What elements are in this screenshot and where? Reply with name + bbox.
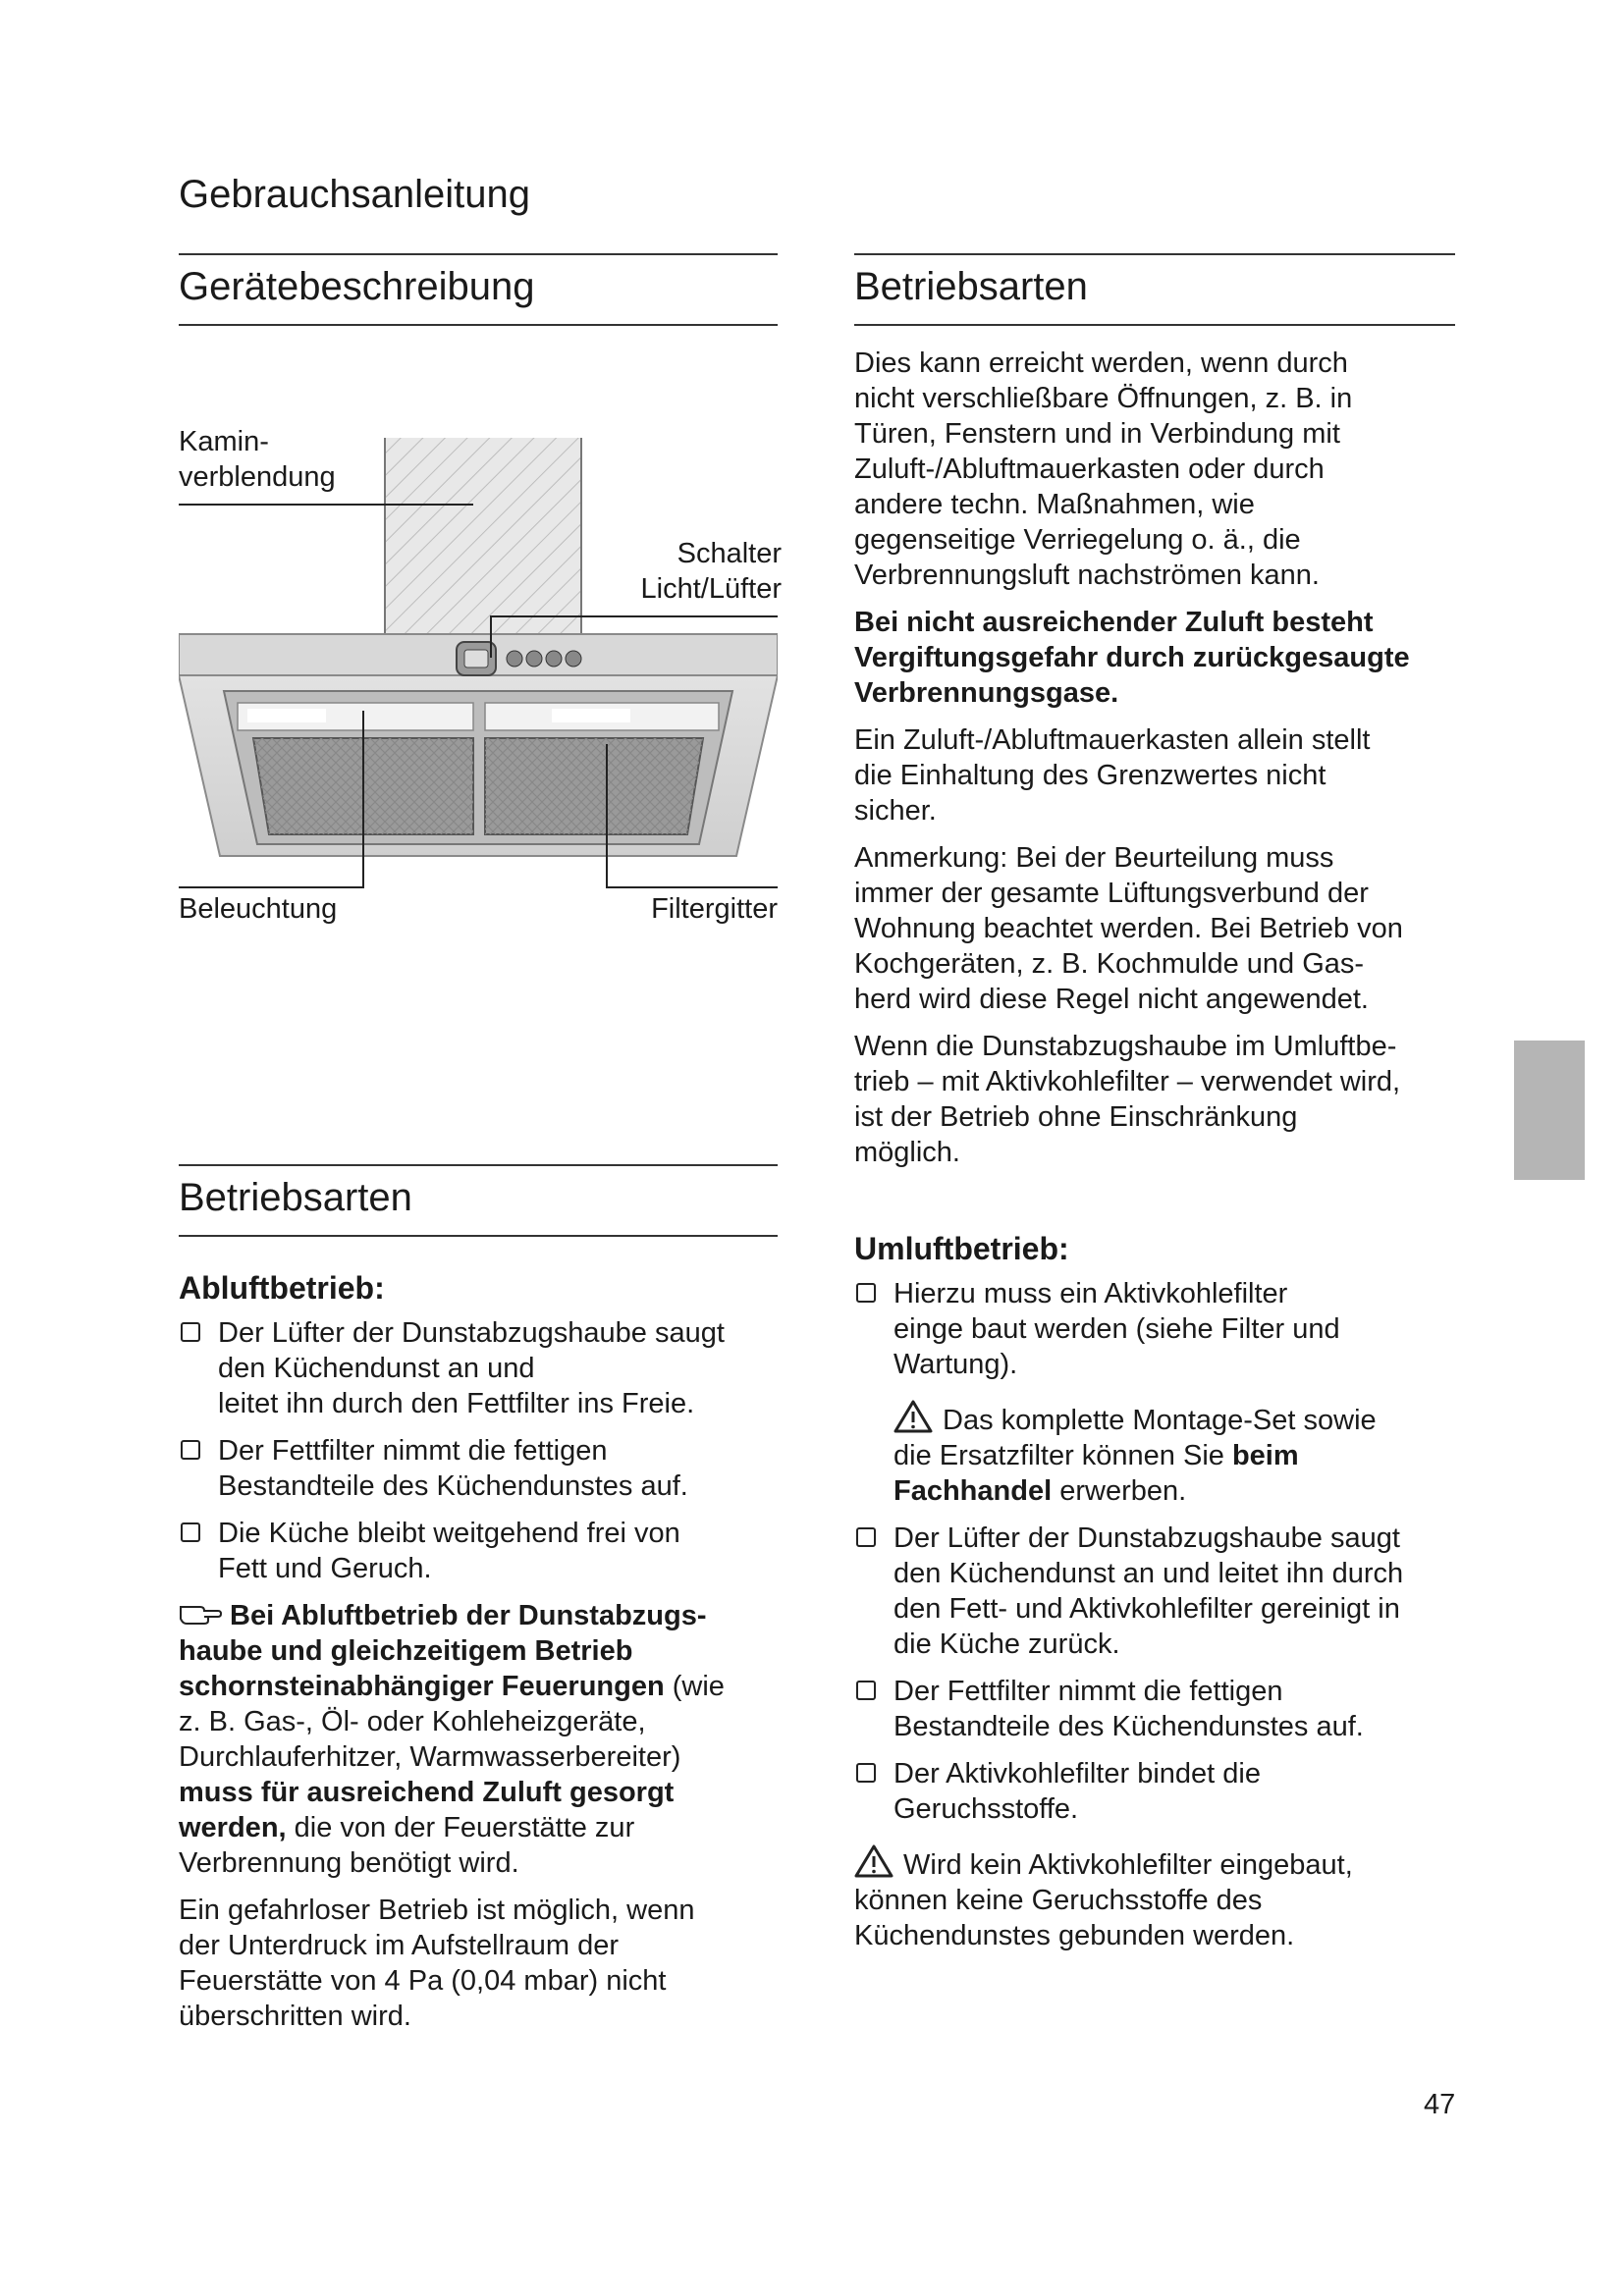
warning-triangle-icon: [854, 1844, 893, 1878]
hood-illustration: [179, 326, 778, 915]
umluft-title: Umluftbetrieb:: [854, 1231, 1069, 1266]
hood-figure: [179, 326, 782, 925]
abluft-bullet-2: Der Fettfilter nimmt die fettigen Bestandteile des Küchendunstes auf.: [179, 1433, 778, 1504]
checkbox-icon: [181, 1522, 200, 1542]
checkbox-icon: [856, 1763, 876, 1783]
page-header: Gebrauchsanleitung: [179, 173, 531, 216]
checkbox-icon: [856, 1527, 876, 1547]
page-number: 47: [1424, 2089, 1456, 2120]
right-paragraph-4: Anmerkung: Bei der Beurteilung muss immer der gesamte Lüftungsverbund der Wohnung beachtet werden. Bei Betrieb von Kochgeräten, z. B. Kochmulde und Gas- herd wird diese Regel nicht angewendet.: [854, 842, 1403, 1015]
label-schalter: Schalter Licht/Lüfter: [640, 538, 782, 605]
right-paragraph-3: Ein Zuluft-/Abluftmauerkasten allein stellt die Einhaltung des Grenzwertes nicht sicher.: [854, 724, 1371, 827]
checkbox-icon: [856, 1681, 876, 1700]
abluft-paragraph: Ein gefahrloser Betrieb ist möglich, wenn der Unterdruck im Aufstellraum der Feuerstätte von 4 Pa (0,04 mbar) nicht überschritten wird.: [179, 1895, 695, 2032]
label-kamin: Kamin- verblendung: [179, 426, 336, 493]
warning-triangle-icon: [893, 1400, 933, 1433]
section-title-betriebsarten-right: Betriebsarten: [854, 253, 1455, 326]
pointing-hand-icon: [179, 1601, 222, 1627]
abluft-bullet-1: Der Lüfter der Dunstabzugshaube saugt den Küchendunst an und leitet ihn durch den Fettfilter ins Freie.: [179, 1315, 778, 1421]
left-column: [179, 253, 782, 2046]
section-title-geraetebeschreibung: Gerätebeschreibung: [179, 253, 778, 326]
right-paragraph-1: Dies kann erreicht werden, wenn durch nicht verschließbare Öffnungen, z. B. in Türen, Fenstern und in Verbindung mit Zuluft-/Abluftmauerkasten oder durch andere techn. Maßnahmen, wie gegenseitige Verriegelung o. ä., die Verbrennungsluft nachströmen kann.: [854, 347, 1353, 591]
right-paragraph-5: Wenn die Dunstabzugshaube im Umluftbe- trieb – mit Aktivkohlefilter – verwendet wird, ist der Betrieb ohne Einschränkung möglich.: [854, 1031, 1401, 1168]
umluft-bullet-4: Der Aktivkohlefilter bindet die Geruchsstoffe.: [854, 1756, 1455, 1827]
umluft-bullet-3: Der Fettfilter nimmt die fettigen Bestandteile des Küchendunstes auf.: [854, 1674, 1455, 1744]
abluft-bullet-3: Die Küche bleibt weitgehend frei von Fett und Geruch.: [179, 1516, 778, 1586]
abluft-title: Abluftbetrieb:: [179, 1270, 385, 1306]
checkbox-icon: [856, 1283, 876, 1303]
umluft-warning-1: Das komplette Montage-Set sowie die Ersatzfilter können Sie beim Fachhandel erwerben.: [854, 1400, 1455, 1509]
label-beleuchtung: Beleuchtung: [179, 893, 338, 925]
label-filtergitter: Filtergitter: [651, 893, 778, 925]
checkbox-icon: [181, 1440, 200, 1460]
umluft-warning-2: Wird kein Aktivkohlefilter eingebaut, können keine Geruchsstoffe des Küchendunstes gebunden werden.: [854, 1844, 1455, 1953]
right-column: [854, 253, 1455, 1965]
section-title-betriebsarten-left: Betriebsarten: [179, 1164, 778, 1237]
checkbox-icon: [181, 1322, 200, 1342]
right-paragraph-2-warning: Bei nicht ausreichender Zuluft besteht Vergiftungsgefahr durch zurückgesaugte Verbrennungsgase.: [854, 607, 1410, 709]
side-tab-marker: [1514, 1041, 1585, 1180]
abluft-warning-note: Bei Abluftbetrieb der Dunstabzugs- haube und gleichzeitigem Betrieb schornsteinabhängiger Feuerungen (wie z. B. Gas-, Öl- oder Kohleheizgeräte, Durchlauferhitzer, Warmwasserbereiter) muss für ausreichend Zuluft gesorgt werden, die von der Feuerstätte zur Verbrennung benötigt wird.: [179, 1600, 725, 1879]
umluft-bullet-1: Hierzu muss ein Aktivkohlefilter einge baut werden (siehe Filter und Wartung).: [854, 1276, 1455, 1382]
umluft-bullet-2: Der Lüfter der Dunstabzugshaube saugt den Küchendunst an und leitet ihn durch den Fett- und Aktivkohlefilter gereinigt in die Küche zurück.: [854, 1521, 1455, 1662]
